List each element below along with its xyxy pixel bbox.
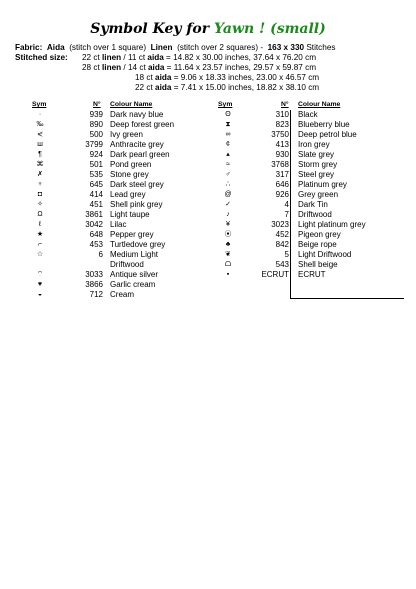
symbol-glyph: ¢ (226, 141, 230, 148)
dmc-number: 823 (275, 120, 289, 129)
symbol-glyph: ❦ (225, 251, 231, 258)
header-sym-left: Sym (32, 101, 47, 108)
dmc-number: 890 (89, 120, 103, 129)
dmc-number: 500 (89, 130, 103, 139)
dmc-number: 930 (275, 150, 289, 159)
dmc-number: 310 (275, 110, 289, 119)
colour-name: Lead grey (110, 190, 146, 199)
symbol-glyph: ✧ (37, 201, 43, 208)
key-row (0, 270, 416, 280)
key-row (0, 210, 416, 220)
symbol-glyph: ⌐ (37, 241, 43, 248)
dmc-number: 3750 (271, 130, 289, 139)
symbol-glyph: ⌘ (36, 161, 44, 168)
colour-name: Dark Tin (298, 200, 328, 209)
key-row (0, 110, 416, 120)
header-name-left: Colour Name (110, 101, 153, 108)
dmc-number: 712 (89, 290, 103, 299)
symbol-glyph: ✗ (37, 171, 43, 178)
symbol-glyph: ᗝ (225, 261, 231, 268)
dmc-number: 3861 (85, 210, 103, 219)
dmc-number: 645 (89, 180, 103, 189)
stitch-dims: 163 x 330 (267, 43, 305, 52)
symbol-glyph: ◘ (37, 191, 43, 198)
table-right-border (290, 110, 291, 298)
fabric-linen-note: (stitch over 2 squares) - (177, 43, 264, 52)
dmc-number: 4 (284, 200, 289, 209)
header-sym-right: Sym (218, 101, 233, 108)
dmc-number: 317 (275, 170, 289, 179)
title-prefix: Symbol Key for (90, 21, 214, 37)
dmc-number: 501 (89, 160, 103, 169)
header-num-left: N° (93, 101, 101, 108)
colour-name: Driftwood (298, 210, 332, 219)
colour-name: Light Driftwood (298, 250, 352, 259)
colour-name: Medium Light (110, 250, 159, 259)
symbol-glyph: ♆ (37, 181, 43, 188)
dmc-number: 648 (89, 230, 103, 239)
symbol-glyph: @ (224, 191, 232, 198)
colour-name: Steel grey (298, 170, 335, 179)
dmc-number: 543 (275, 260, 289, 269)
colour-name: Dark steel grey (110, 180, 164, 189)
page-title (0, 21, 416, 37)
key-row (0, 240, 416, 250)
symbol-glyph: ш (37, 141, 43, 148)
dmc-number: 452 (275, 230, 289, 239)
colour-name: Iron grey (298, 140, 330, 149)
symbol-glyph: ℓ (38, 221, 42, 228)
colour-name: Light taupe (110, 210, 150, 219)
symbol-glyph: ≈ (226, 161, 230, 168)
colour-name: Platinum grey (298, 180, 347, 189)
symbol-glyph: ♪ (226, 211, 230, 218)
dmc-number: 451 (89, 200, 103, 209)
key-row (0, 140, 416, 150)
size-line-4: 22 ct aida = 7.41 x 15.00 inches, 18.82 x 38.10 cm (135, 83, 320, 92)
key-row (0, 280, 416, 290)
colour-name: Deep forest green (110, 120, 175, 129)
key-row (0, 260, 416, 270)
key-row (0, 170, 416, 180)
fabric-label: Fabric: (15, 43, 43, 52)
symbol-glyph: ▪ (226, 271, 230, 278)
key-row (0, 230, 416, 240)
key-row (0, 220, 416, 230)
colour-name: Slate grey (298, 150, 335, 159)
header-num-right: N° (281, 101, 289, 108)
colour-name: Ivy green (110, 130, 143, 139)
key-row (0, 250, 416, 260)
key-row (0, 180, 416, 190)
colour-name: Grey green (298, 190, 339, 199)
dmc-number: 842 (275, 240, 289, 249)
dmc-number: 535 (89, 170, 103, 179)
colour-name: Light platinum grey (298, 220, 366, 229)
size-line-3: 18 ct aida = 9.06 x 18.33 inches, 23.00 x 46.57 cm (135, 73, 320, 82)
title-pattern-name: Yawn ! (small) (214, 21, 326, 37)
dmc-number: 3033 (85, 270, 103, 279)
key-row (0, 150, 416, 160)
colour-name: Storm grey (298, 160, 338, 169)
dmc-number: 924 (89, 150, 103, 159)
symbol-glyph: ◒ (37, 291, 43, 298)
colour-name: Turtledove grey (110, 240, 166, 249)
symbol-glyph: ⌔ (36, 271, 44, 278)
symbol-glyph: ⧗ (225, 121, 231, 128)
symbol-glyph: ♥ (37, 281, 43, 288)
colour-name: Anthracite grey (110, 140, 164, 149)
colour-name: Antique silver (110, 270, 159, 279)
symbol-glyph: ¶ (38, 151, 42, 158)
colour-name: Cream (110, 290, 135, 299)
symbol-glyph: ♣ (225, 241, 231, 248)
fabric-aida-note: (stitch over 1 square) (69, 43, 147, 52)
stitched-size-label: Stitched size: (15, 53, 68, 62)
colour-name: Lilac (110, 220, 127, 229)
colour-name: Black (298, 110, 318, 119)
fabric-line (15, 43, 335, 53)
symbol-glyph: ♂ (225, 171, 231, 178)
symbol-glyph: ¥ (226, 221, 230, 228)
dmc-number: 7 (284, 210, 289, 219)
dmc-number: 3866 (85, 280, 103, 289)
dmc-number: 939 (89, 110, 103, 119)
colour-name: Shell beige (298, 260, 338, 269)
colour-name: Pepper grey (110, 230, 154, 239)
symbol-glyph: ∴ (225, 181, 231, 188)
table-bottom-border (290, 298, 404, 299)
colour-name: Garlic cream (110, 280, 156, 289)
colour-name: Stone grey (110, 170, 149, 179)
size-line-1: 22 ct linen / 11 ct aida = 14.82 x 30.00 inches, 37.64 x 76.20 cm (82, 53, 317, 62)
dmc-number: 453 (89, 240, 103, 249)
symbol-glyph: · (38, 111, 42, 118)
colour-name: Deep petrol blue (298, 130, 357, 139)
key-row (0, 160, 416, 170)
dmc-number: ECRUT (261, 270, 289, 279)
symbol-glyph: ʘ (225, 111, 231, 118)
dmc-number: 6 (98, 250, 103, 259)
symbol-glyph: Ω (37, 211, 43, 218)
symbol-glyph: ☆ (36, 251, 44, 258)
size-line-2: 28 ct linen / 14 ct aida = 11.64 x 23.57 inches, 29.57 x 59.87 cm (82, 63, 317, 72)
symbol-glyph: ‰ (36, 121, 44, 128)
colour-name: ECRUT (298, 270, 326, 279)
fabric-aida: Aida (46, 43, 65, 52)
key-row (0, 130, 416, 140)
symbol-glyph: ⋞ (37, 131, 43, 138)
fabric-linen: Linen (150, 43, 173, 52)
dmc-number: 413 (275, 140, 289, 149)
symbol-glyph: ∞ (225, 131, 231, 138)
dmc-number: 414 (89, 190, 103, 199)
dmc-number: 646 (275, 180, 289, 189)
dmc-number: 926 (275, 190, 289, 199)
symbol-glyph: ★ (36, 231, 44, 238)
dmc-number: 3799 (85, 140, 103, 149)
key-row (0, 120, 416, 130)
symbol-glyph: ▴ (226, 151, 230, 158)
colour-name: Pigeon grey (298, 230, 341, 239)
dmc-number: 5 (284, 250, 289, 259)
colour-name: Dark pearl green (110, 150, 170, 159)
dmc-number: 3042 (85, 220, 103, 229)
key-row (0, 190, 416, 200)
key-row (0, 200, 416, 210)
header-name-right: Colour Name (298, 101, 341, 108)
colour-name: Blueberry blue (298, 120, 350, 129)
symbol-glyph: ✓ (225, 201, 231, 208)
colour-name: Shell pink grey (110, 200, 163, 209)
colour-name: Pond green (110, 160, 152, 169)
symbol-glyph: ⦿ (224, 231, 232, 238)
dmc-number: 3768 (271, 160, 289, 169)
dmc-number: 3023 (271, 220, 289, 229)
colour-name-continued: Driftwood (110, 260, 144, 269)
colour-name: Dark navy blue (110, 110, 164, 119)
stitches-label: Stitches (306, 43, 336, 52)
colour-name: Beige rope (298, 240, 337, 249)
